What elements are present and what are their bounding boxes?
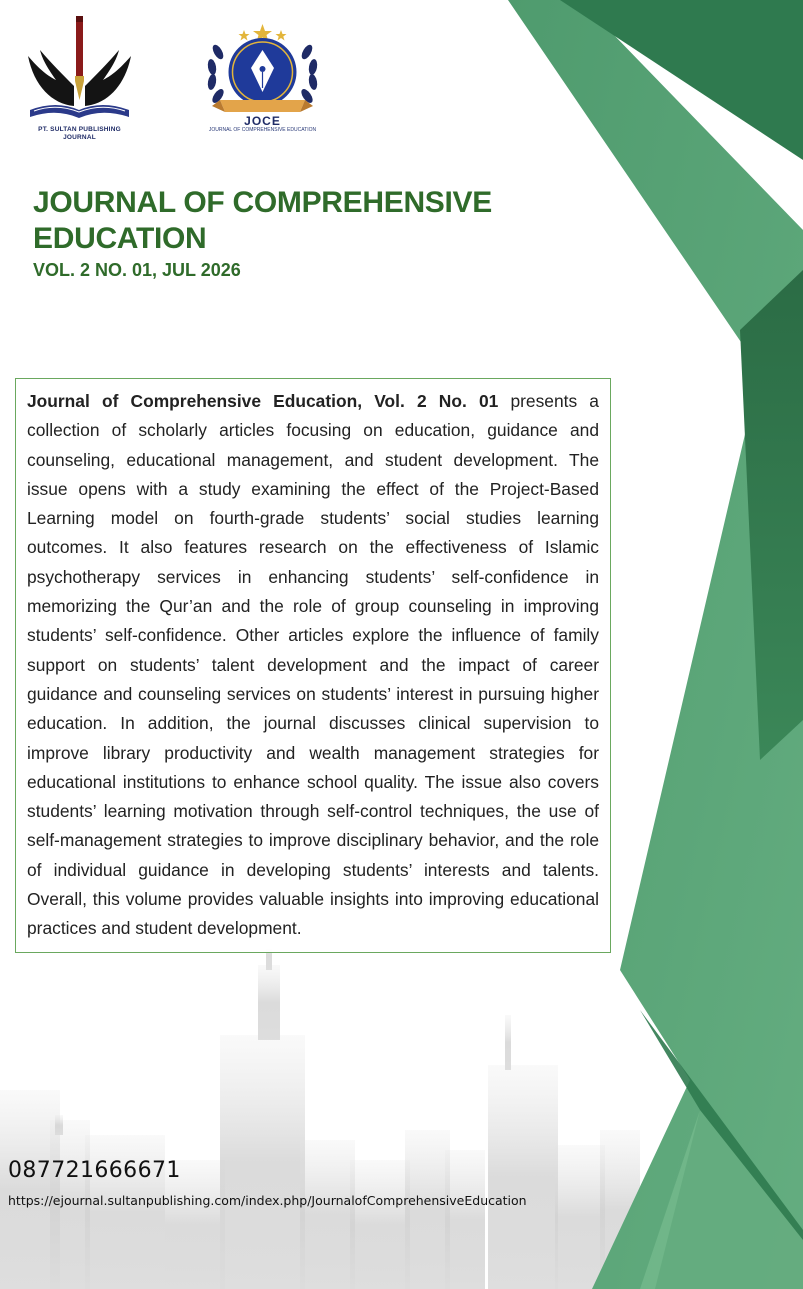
city-skyline-icon	[0, 940, 640, 1289]
publisher-name-line1: PT. SULTAN PUBLISHING	[38, 126, 121, 133]
journal-seal-caption	[200, 114, 325, 133]
issue-line: VOL. 2 NO. 01, JUL 2026	[33, 260, 241, 280]
abstract-box	[15, 378, 611, 953]
abstract-lead: Journal of Comprehensive Education, Vol. 2 No. 01	[27, 391, 499, 411]
publisher-logo	[22, 14, 137, 144]
publisher-name-line2: JOURNAL	[63, 134, 96, 141]
journal-seal-logo	[200, 22, 325, 142]
abstract-body: presents a collection of scholarly articles focusing on education, guidance and counseling, educational management, and student development. The issue opens with a study examining the effect of the Project-Based Learning model on fourth-grade students’ social studies learning outcomes. It also features research on the effectiveness of Islamic psychotherapy services in enhancing students’ self-confidence in memorizing the Qur’an and the role of group counseling in improving students’ self-confidence. Other articles explore the influence of family support on students’ talent development and the impact of career guidance and counseling services on students’ interest in pursuing higher education. In addition, the journal discusses clinical supervision to improve library productivity and wealth management strategies for educational institutions to enhance school quality. The issue also covers students’ learning motivation through self-control techniques, the use of self-management strategies to improve disciplinary behavior, and the role of individual guidance in developing students’ interests and talents. Overall, this volume provides valuable insights into improving educational practices and student development.	[27, 391, 599, 939]
contact-phone: 087721666671	[8, 1158, 181, 1183]
journal-seal-caption-text: JOURNAL OF COMPREHENSIVE EDUCATION	[208, 127, 317, 133]
abstract-paragraph	[27, 387, 599, 944]
journal-acronym: JOCE	[244, 114, 281, 128]
pen-wings-logo-icon	[22, 14, 137, 124]
journal-url-link[interactable]: https://ejournal.sultanpublishing.com/index.php/JournalofComprehensiveEducation	[8, 1193, 527, 1208]
journal-title: JOURNAL OF COMPREHENSIVE EDUCATION	[33, 186, 492, 255]
cover-title-block	[33, 185, 503, 281]
